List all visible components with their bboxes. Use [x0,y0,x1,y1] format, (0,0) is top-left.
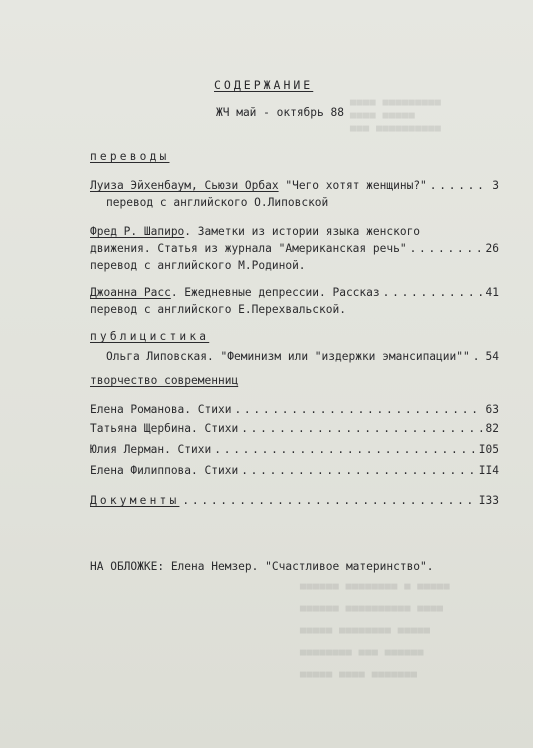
page-number: 54 [485,350,499,363]
entry-translation: перевод с английского М.Родиной. [90,259,306,272]
dot-leader [241,422,482,436]
toc-entry [106,350,499,364]
page-number: 63 [485,403,499,416]
section-heading-publicistics: публицистика [90,330,210,343]
entry-author: Фред Р. Шапиро [90,225,185,238]
entry-text: Елена Филиппова. Стихи [90,464,239,477]
entry-text: Татьяна Щербина. Стихи [90,422,239,435]
toc-entry [90,403,499,417]
cover-note: НА ОБЛОЖКЕ: Елена Немзер. "Счастливое материнство". [90,560,434,573]
toc-entry [90,494,499,508]
dot-leader [383,286,483,300]
entry-title: движения. Статья из журнала "Американская речь" [90,242,407,255]
dot-leader [182,494,475,508]
dot-leader [410,242,483,256]
toc-entry [90,422,499,436]
page-title: СОДЕРЖАНИЕ [214,78,314,92]
entry-title: . Заметки из истории языка женского [184,225,421,238]
entry-translation: перевод с английского О.Липовской [106,196,329,209]
section-heading-creativity: творчество современниц [90,374,239,387]
section-heading-documents: Документы [90,494,180,507]
toc-entry [90,225,420,239]
page-number: 82 [485,422,499,435]
bleed-through-texture: ▀▀▀▀▀▀ ▀▀▀▀▀▀▀▀ ▀ ▀▀▀▀▀ ▀▀▀▀▀▀ ▀▀▀▀▀▀▀▀▀▀ ▀▀▀▀ ▀▀▀▀▀ ▀▀▀▀▀▀▀▀ ▀▀▀▀▀ ▀▀▀▀▀▀▀▀ ▀▀▀ ▀▀▀▀▀▀ ▀▀▀▀▀ ▀▀▀▀ ▀▀▀▀▀▀▀ [300,585,450,684]
dot-leader [473,350,483,364]
entry-author: Джоанна Расс [90,286,171,299]
page-number: I33 [478,494,499,507]
dot-leader [214,443,476,457]
section-heading-translations: переводы [90,150,170,163]
dot-leader [241,464,476,478]
toc-entry [90,179,499,193]
entry-title: . Ежедневные депрессии. Рассказ [170,286,380,299]
entry-text: Ольга Липовская. "Феминизм или "издержки эмансипации"" [106,350,470,363]
issue-line: ЖЧ май - октябрь 88 [216,106,344,119]
entry-title: "Чего хотят женщины?" [285,179,427,192]
entry-translation: перевод с английского Е.Перехвальской. [90,303,346,316]
toc-entry [90,464,499,478]
bleed-through-texture: ▀▀▀▀ ▀▀▀▀▀▀▀▀▀ ▀▀▀▀ ▀▀▀▀▀ ▀▀▀ ▀▀▀▀▀▀▀▀▀▀ [350,101,442,138]
page-number: 3 [492,179,499,192]
toc-entry [90,443,499,457]
page-number: I05 [478,443,499,456]
dot-leader [430,179,489,193]
page-number: 41 [485,286,499,299]
entry-text: Юлия Лерман. Стихи [90,443,212,456]
toc-entry-continued [90,242,499,256]
page-number: II4 [478,464,499,477]
dot-leader [234,403,482,417]
entry-text: Елена Романова. Стихи [90,403,232,416]
toc-entry [90,286,499,300]
entry-author: Луиза Эйхенбаум, Сьюзи Орбах [90,179,279,192]
page-number: 26 [485,242,499,255]
